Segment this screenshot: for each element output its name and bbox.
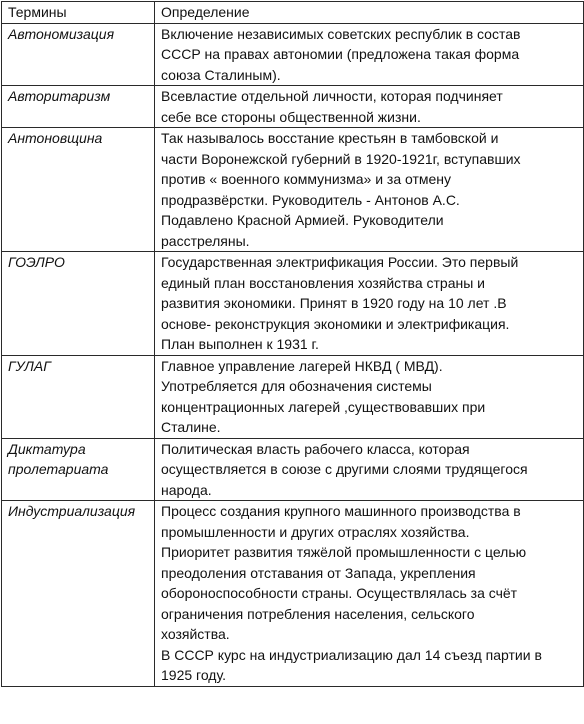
term-cell: [2, 86, 155, 128]
term-text: пролетариата: [8, 461, 109, 477]
table-row: [2, 438, 584, 501]
definition-cell: [155, 128, 584, 252]
definition-text: против « военного коммунизма» и за отмену: [161, 171, 452, 187]
definition-text: расстреляны.: [161, 232, 250, 249]
definition-text: Включение независимых советских республик в состав: [161, 25, 521, 42]
definition-text: Так называлось восстание крестьян в тамбовской и: [161, 130, 499, 146]
definition-text: Всевластие отдельной личности, которая подчиняет: [161, 88, 503, 104]
definition-cell: [155, 355, 584, 438]
definition-text: союза Сталиным).: [161, 66, 281, 83]
definition-cell: [155, 23, 584, 86]
term-text: ГОЭЛРО: [8, 254, 65, 270]
table-row: [2, 501, 584, 687]
term-text: Индустриализация: [8, 503, 136, 519]
definition-text: В СССР курс на индустриализацию дал 14 съезд партии в: [161, 646, 542, 663]
definition-text: Главное управление лагерей НКВД ( МВД).: [161, 357, 443, 374]
definition-text: Политическая власть рабочего класса, которая: [161, 440, 470, 457]
definition-text: 1925 году.: [161, 667, 226, 683]
table-body: [2, 23, 584, 686]
term-text: ГУЛАГ: [8, 357, 51, 374]
table-row: [2, 86, 584, 128]
definition-text: Процесс создания крупного машинного производства в: [161, 503, 521, 519]
definition-text: Подавлено Красной Армией. Руководители: [161, 212, 444, 228]
definition-text: обороноспособности страны. Осуществлялась за счёт: [161, 585, 518, 601]
table-row: [2, 128, 584, 252]
table-header-row: [2, 2, 584, 24]
definition-text: СССР на правах автономии (предложена такая форма: [161, 46, 520, 62]
definition-text: План выполнен к 1931 г.: [161, 336, 319, 352]
definition-text: продразвёрстки. Руководитель - Антонов А.С.: [161, 191, 460, 208]
term-cell: [2, 355, 155, 438]
term-cell: [2, 252, 155, 356]
definition-text: концентрационных лагерей ,существовавших при: [161, 398, 486, 415]
table-row: [2, 23, 584, 86]
term-cell: [2, 23, 155, 86]
table-row: [2, 355, 584, 438]
definition-text: преодоления отставания от Запада, укрепления: [161, 564, 476, 581]
definition-text: единый план восстановления хозяйства страны и: [161, 274, 485, 291]
definition-text: хозяйства.: [161, 626, 230, 642]
term-cell: [2, 501, 155, 687]
definition-text: осуществляется в союзе с другими слоями трудящегося: [161, 461, 528, 477]
definition-text: развития экономики. Принят в 1920 году на 10 лет .В: [161, 295, 507, 311]
header-definition: Определение: [155, 2, 584, 24]
terms-table: [1, 1, 584, 687]
definition-text: промышленности и других отраслях хозяйства.: [161, 523, 470, 540]
table-row: [2, 252, 584, 356]
term-text: Авторитаризм: [8, 88, 111, 104]
definition-cell: [155, 438, 584, 501]
definition-text: Государственная электрификация России. Это первый: [161, 254, 519, 270]
definition-text: Сталине.: [161, 419, 221, 435]
definition-text: основе- реконструкция экономики и электрификация.: [161, 315, 510, 332]
term-cell: [2, 128, 155, 252]
definition-text: Приоритет развития тяжёлой промышленности с целью: [161, 544, 527, 560]
definition-text: Употребляется для обозначения системы: [161, 378, 432, 394]
definition-text: народа.: [161, 481, 212, 498]
definition-cell: [155, 501, 584, 687]
definition-cell: [155, 86, 584, 128]
term-text: Диктатура: [8, 440, 86, 457]
header-term: Термины: [2, 2, 155, 24]
definition-cell: [155, 252, 584, 356]
term-text: Антоновщина: [8, 130, 103, 146]
definition-text: себе все стороны общественной жизни.: [161, 108, 421, 125]
definition-text: ограничения потребления населения, сельского: [161, 605, 475, 622]
term-text: Автономизация: [8, 25, 115, 42]
definition-text: части Воронежской губерний в 1920-1921г, вступавших: [161, 150, 521, 167]
term-cell: [2, 438, 155, 501]
